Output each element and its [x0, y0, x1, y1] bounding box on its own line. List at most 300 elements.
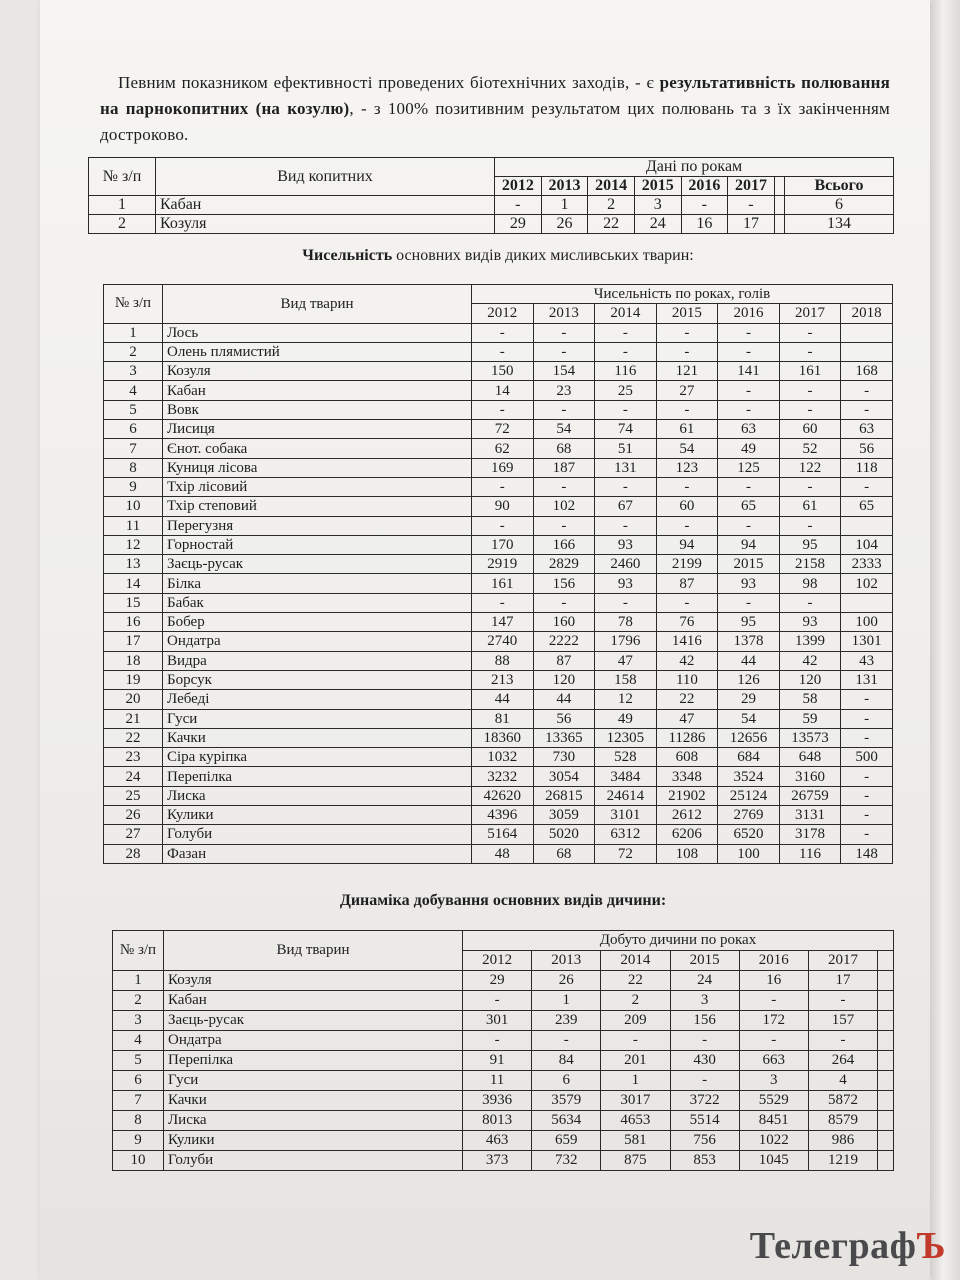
value-cell: 121: [656, 362, 718, 381]
table-row: [104, 651, 893, 670]
year-header: 2015: [670, 951, 739, 971]
value-cell: -: [779, 593, 841, 612]
row-number: 5: [113, 1051, 164, 1071]
value-cell: -: [718, 593, 780, 612]
value-cell: 131: [841, 670, 893, 689]
row-number: 21: [104, 709, 163, 728]
table-row: [104, 670, 893, 689]
value-cell: 187: [533, 458, 595, 477]
row-number: 5: [104, 400, 163, 419]
value-cell: -: [656, 400, 718, 419]
value-cell: 26: [541, 215, 588, 234]
value-cell: 170: [472, 535, 534, 554]
empty-year-header: [774, 177, 784, 196]
value-cell: 1796: [595, 632, 657, 651]
population-table: [103, 284, 893, 864]
value-cell: 732: [532, 1151, 601, 1171]
value-cell: 3178: [779, 825, 841, 844]
value-cell: 581: [601, 1131, 670, 1151]
value-cell: 528: [595, 748, 657, 767]
value-cell: 68: [533, 844, 595, 863]
value-cell: 147: [472, 613, 534, 632]
value-cell: 104: [841, 535, 893, 554]
value-cell: 42: [656, 651, 718, 670]
value-cell: 154: [533, 362, 595, 381]
years-group-header: Дані по рокам: [495, 158, 894, 177]
year-header: 2017: [728, 177, 775, 196]
value-cell: 22: [601, 971, 670, 991]
species-name: Лиска: [164, 1111, 463, 1131]
value-cell: 100: [718, 844, 780, 863]
table-row: [104, 400, 893, 419]
value-cell: 172: [739, 1011, 808, 1031]
value-cell: 44: [533, 690, 595, 709]
intro-paragraph: [100, 70, 890, 148]
table-row: [113, 1031, 894, 1051]
row-number: 13: [104, 555, 163, 574]
empty-cell: [774, 215, 784, 234]
value-cell: 3579: [532, 1091, 601, 1111]
value-cell: 1022: [739, 1131, 808, 1151]
value-cell: -: [472, 477, 534, 496]
value-cell: 49: [718, 439, 780, 458]
value-cell: 93: [595, 535, 657, 554]
value-cell: 853: [670, 1151, 739, 1171]
value-cell: 42: [779, 651, 841, 670]
value-cell: -: [841, 690, 893, 709]
value-cell: 59: [779, 709, 841, 728]
value-cell: 875: [601, 1151, 670, 1171]
value-cell: [878, 1151, 894, 1171]
value-cell: 81: [472, 709, 534, 728]
table-row: [104, 342, 893, 361]
year-header: 2017: [808, 951, 877, 971]
species-name: Козуля: [163, 362, 472, 381]
value-cell: 500: [841, 748, 893, 767]
value-cell: -: [779, 477, 841, 496]
table-row: [104, 767, 893, 786]
value-cell: 756: [670, 1131, 739, 1151]
value-cell: -: [595, 342, 657, 361]
value-cell: [878, 1091, 894, 1111]
table-row: [104, 690, 893, 709]
value-cell: 141: [718, 362, 780, 381]
species-name: Кабан: [163, 381, 472, 400]
intro-text-2: , - з 100% позитивним результатом цих полювань та з їх закінченням достроково.: [100, 99, 890, 144]
table1-header-row: [89, 158, 894, 177]
value-cell: 68: [533, 439, 595, 458]
value-cell: 4653: [601, 1111, 670, 1131]
value-cell: 14: [472, 381, 534, 400]
table-row: [104, 516, 893, 535]
value-cell: 663: [739, 1051, 808, 1071]
intro-bold-text: результативність полювання на парнокопитних (на козулю): [100, 73, 891, 118]
empty-cell: [774, 196, 784, 215]
year-header: 2016: [718, 304, 780, 323]
value-cell: 25: [595, 381, 657, 400]
table-row: [104, 323, 893, 342]
table-row: [104, 844, 893, 863]
species-name: Гуси: [164, 1071, 463, 1091]
value-cell: 3017: [601, 1091, 670, 1111]
table2-header-row: [104, 285, 893, 304]
species-name: Єнот. собака: [163, 439, 472, 458]
value-cell: 11: [463, 1071, 532, 1091]
species-name: Горностай: [163, 535, 472, 554]
value-cell: -: [779, 323, 841, 342]
value-cell: 986: [808, 1131, 877, 1151]
species-name: Сіра куріпка: [163, 748, 472, 767]
value-cell: 1416: [656, 632, 718, 651]
value-cell: 18360: [472, 728, 534, 747]
value-cell: 373: [463, 1151, 532, 1171]
value-cell: 213: [472, 670, 534, 689]
value-cell: -: [739, 1031, 808, 1051]
species-name: Бобер: [163, 613, 472, 632]
table-row: [89, 215, 894, 234]
species-name: Лиска: [163, 786, 472, 805]
year-header: 2013: [533, 304, 595, 323]
value-cell: 2158: [779, 555, 841, 574]
value-cell: -: [681, 196, 728, 215]
value-cell: -: [595, 400, 657, 419]
total-cell: 134: [785, 215, 894, 234]
value-cell: 58: [779, 690, 841, 709]
intro-text-1: Певним показником ефективності проведених біотехнічних заходів, - є: [118, 73, 660, 92]
value-cell: 110: [656, 670, 718, 689]
year-header: 2014: [588, 177, 635, 196]
value-cell: 2: [588, 196, 635, 215]
value-cell: 25124: [718, 786, 780, 805]
table-row: [113, 1051, 894, 1071]
value-cell: 74: [595, 420, 657, 439]
value-cell: 17: [808, 971, 877, 991]
value-cell: 3160: [779, 767, 841, 786]
value-cell: 1045: [739, 1151, 808, 1171]
species-name: Качки: [164, 1091, 463, 1111]
row-number: 23: [104, 748, 163, 767]
value-cell: 2612: [656, 806, 718, 825]
species-name: Видра: [163, 651, 472, 670]
value-cell: 1378: [718, 632, 780, 651]
value-cell: 72: [595, 844, 657, 863]
value-cell: 24: [670, 971, 739, 991]
value-cell: 6: [532, 1071, 601, 1091]
row-number: 10: [104, 497, 163, 516]
row-number: 28: [104, 844, 163, 863]
value-cell: 5164: [472, 825, 534, 844]
row-number: 12: [104, 535, 163, 554]
telegraf-watermark: [750, 1224, 946, 1268]
value-cell: -: [779, 400, 841, 419]
species-header: Вид копитних: [156, 158, 495, 196]
value-cell: -: [670, 1031, 739, 1051]
value-cell: 6206: [656, 825, 718, 844]
row-number: 8: [104, 458, 163, 477]
value-cell: 42620: [472, 786, 534, 805]
table-row: [104, 613, 893, 632]
value-cell: -: [656, 342, 718, 361]
species-name: Тхір степовий: [163, 497, 472, 516]
value-cell: 301: [463, 1011, 532, 1031]
table-row: [104, 748, 893, 767]
row-number: 24: [104, 767, 163, 786]
value-cell: -: [841, 728, 893, 747]
value-cell: 26759: [779, 786, 841, 805]
value-cell: -: [533, 516, 595, 535]
value-cell: -: [739, 991, 808, 1011]
row-number: 26: [104, 806, 163, 825]
value-cell: [878, 1031, 894, 1051]
year-header: 2018: [841, 304, 893, 323]
species-name: Голуби: [164, 1151, 463, 1171]
row-number: 1: [104, 323, 163, 342]
row-number: 2: [104, 342, 163, 361]
table-row: [104, 420, 893, 439]
row-number: 2: [89, 215, 156, 234]
value-cell: 3: [634, 196, 681, 215]
value-cell: 17: [728, 215, 775, 234]
value-cell: 209: [601, 1011, 670, 1031]
value-cell: 12305: [595, 728, 657, 747]
value-cell: -: [601, 1031, 670, 1051]
value-cell: 3348: [656, 767, 718, 786]
value-cell: -: [533, 323, 595, 342]
table-row: [104, 362, 893, 381]
species-name: Заєць-русак: [164, 1011, 463, 1031]
value-cell: 29: [463, 971, 532, 991]
value-cell: 160: [533, 613, 595, 632]
value-cell: 16: [739, 971, 808, 991]
year-header: 2012: [495, 177, 542, 196]
watermark-text: Телеграф: [749, 1225, 917, 1267]
value-cell: 52: [779, 439, 841, 458]
year-header: 2017: [779, 304, 841, 323]
value-cell: 62: [472, 439, 534, 458]
value-cell: 108: [656, 844, 718, 863]
table-row: [113, 1071, 894, 1091]
value-cell: 3054: [533, 767, 595, 786]
value-cell: 23: [533, 381, 595, 400]
years-group-header: Добуто дичини по роках: [463, 931, 894, 951]
species-name: Кабан: [156, 196, 495, 215]
table-row: [104, 458, 893, 477]
value-cell: -: [595, 516, 657, 535]
value-cell: -: [533, 400, 595, 419]
row-number: 4: [104, 381, 163, 400]
year-header: 2013: [541, 177, 588, 196]
value-cell: 5529: [739, 1091, 808, 1111]
row-number: 4: [113, 1031, 164, 1051]
value-cell: -: [670, 1071, 739, 1091]
value-cell: 2769: [718, 806, 780, 825]
value-cell: -: [718, 477, 780, 496]
row-number: 7: [104, 439, 163, 458]
value-cell: 24614: [595, 786, 657, 805]
value-cell: [841, 323, 893, 342]
year-header: 2015: [656, 304, 718, 323]
value-cell: 27: [656, 381, 718, 400]
value-cell: 12656: [718, 728, 780, 747]
year-header: 2012: [463, 951, 532, 971]
value-cell: 60: [779, 420, 841, 439]
value-cell: 730: [533, 748, 595, 767]
species-header: Вид тварин: [163, 285, 472, 324]
harvest-caption: Динаміка добування основних видів дичини:: [339, 892, 667, 909]
value-cell: 90: [472, 497, 534, 516]
number-header: № з/п: [113, 931, 164, 971]
row-number: 14: [104, 574, 163, 593]
table-row: [113, 971, 894, 991]
population-caption-bold: Чисельність: [302, 247, 393, 264]
value-cell: 161: [472, 574, 534, 593]
value-cell: 201: [601, 1051, 670, 1071]
value-cell: -: [718, 516, 780, 535]
species-name: Заєць-русак: [163, 555, 472, 574]
table3-header-row: [113, 931, 894, 951]
species-name: Козуля: [164, 971, 463, 991]
value-cell: -: [532, 1031, 601, 1051]
hoofed-hunting-table: [88, 157, 894, 234]
row-number: 11: [104, 516, 163, 535]
value-cell: -: [779, 516, 841, 535]
value-cell: -: [718, 342, 780, 361]
value-cell: -: [718, 381, 780, 400]
row-number: 1: [113, 971, 164, 991]
value-cell: 47: [595, 651, 657, 670]
species-name: Гуси: [163, 709, 472, 728]
value-cell: 3131: [779, 806, 841, 825]
species-name: Куниця лісова: [163, 458, 472, 477]
years-group-header: Чисельність по роках, голів: [472, 285, 893, 304]
table-row: [113, 1091, 894, 1111]
value-cell: 169: [472, 458, 534, 477]
value-cell: 93: [779, 613, 841, 632]
value-cell: [878, 991, 894, 1011]
value-cell: 1032: [472, 748, 534, 767]
row-number: 10: [113, 1151, 164, 1171]
value-cell: -: [841, 825, 893, 844]
value-cell: 116: [595, 362, 657, 381]
value-cell: 1219: [808, 1151, 877, 1171]
value-cell: 91: [463, 1051, 532, 1071]
table-row: [104, 381, 893, 400]
value-cell: 157: [808, 1011, 877, 1031]
value-cell: 88: [472, 651, 534, 670]
value-cell: 2740: [472, 632, 534, 651]
page-edge: [932, 0, 960, 1280]
species-name: Ондатра: [164, 1031, 463, 1051]
value-cell: -: [779, 381, 841, 400]
value-cell: [878, 1111, 894, 1131]
species-name: Козуля: [156, 215, 495, 234]
value-cell: 5872: [808, 1091, 877, 1111]
species-name: Борсук: [163, 670, 472, 689]
value-cell: -: [595, 593, 657, 612]
value-cell: 463: [463, 1131, 532, 1151]
species-header: Вид тварин: [164, 931, 463, 971]
value-cell: 56: [533, 709, 595, 728]
species-name: Кабан: [164, 991, 463, 1011]
value-cell: 94: [718, 535, 780, 554]
year-header: 2015: [634, 177, 681, 196]
value-cell: 61: [656, 420, 718, 439]
value-cell: 87: [656, 574, 718, 593]
value-cell: 67: [595, 497, 657, 516]
year-header: 2014: [595, 304, 657, 323]
value-cell: -: [841, 709, 893, 728]
row-number: 2: [113, 991, 164, 1011]
value-cell: [878, 1011, 894, 1031]
value-cell: -: [656, 593, 718, 612]
row-number: 3: [113, 1011, 164, 1031]
value-cell: 168: [841, 362, 893, 381]
species-name: Голуби: [163, 825, 472, 844]
value-cell: -: [656, 477, 718, 496]
table-row: [104, 786, 893, 805]
table-row: [113, 991, 894, 1011]
value-cell: 131: [595, 458, 657, 477]
year-header: 2014: [601, 951, 670, 971]
table-row: [104, 825, 893, 844]
value-cell: [878, 1051, 894, 1071]
value-cell: -: [595, 323, 657, 342]
table-row: [113, 1131, 894, 1151]
value-cell: 156: [533, 574, 595, 593]
value-cell: 94: [656, 535, 718, 554]
value-cell: 8451: [739, 1111, 808, 1131]
value-cell: -: [841, 786, 893, 805]
value-cell: 51: [595, 439, 657, 458]
value-cell: -: [841, 767, 893, 786]
value-cell: -: [779, 342, 841, 361]
year-header: [878, 951, 894, 971]
value-cell: 5514: [670, 1111, 739, 1131]
value-cell: 161: [779, 362, 841, 381]
species-name: Олень плямистий: [163, 342, 472, 361]
harvest-table: [112, 930, 894, 1171]
value-cell: -: [718, 323, 780, 342]
value-cell: -: [841, 806, 893, 825]
value-cell: -: [841, 477, 893, 496]
value-cell: 13573: [779, 728, 841, 747]
population-caption-rest: основних видів диких мисливських тварин:: [392, 247, 694, 264]
value-cell: 4396: [472, 806, 534, 825]
value-cell: -: [472, 323, 534, 342]
value-cell: 102: [841, 574, 893, 593]
value-cell: 26: [532, 971, 601, 991]
value-cell: 93: [718, 574, 780, 593]
table-row: [104, 806, 893, 825]
value-cell: 76: [656, 613, 718, 632]
value-cell: 148: [841, 844, 893, 863]
value-cell: 22: [588, 215, 635, 234]
value-cell: 63: [718, 420, 780, 439]
species-name: Лисиця: [163, 420, 472, 439]
value-cell: 60: [656, 497, 718, 516]
value-cell: 48: [472, 844, 534, 863]
value-cell: 120: [533, 670, 595, 689]
value-cell: -: [472, 400, 534, 419]
value-cell: 264: [808, 1051, 877, 1071]
watermark-hard-sign: Ъ: [916, 1225, 946, 1267]
value-cell: 3101: [595, 806, 657, 825]
value-cell: 54: [718, 709, 780, 728]
table-row: [104, 477, 893, 496]
population-caption: [103, 247, 893, 265]
value-cell: 3232: [472, 767, 534, 786]
row-number: 7: [113, 1091, 164, 1111]
